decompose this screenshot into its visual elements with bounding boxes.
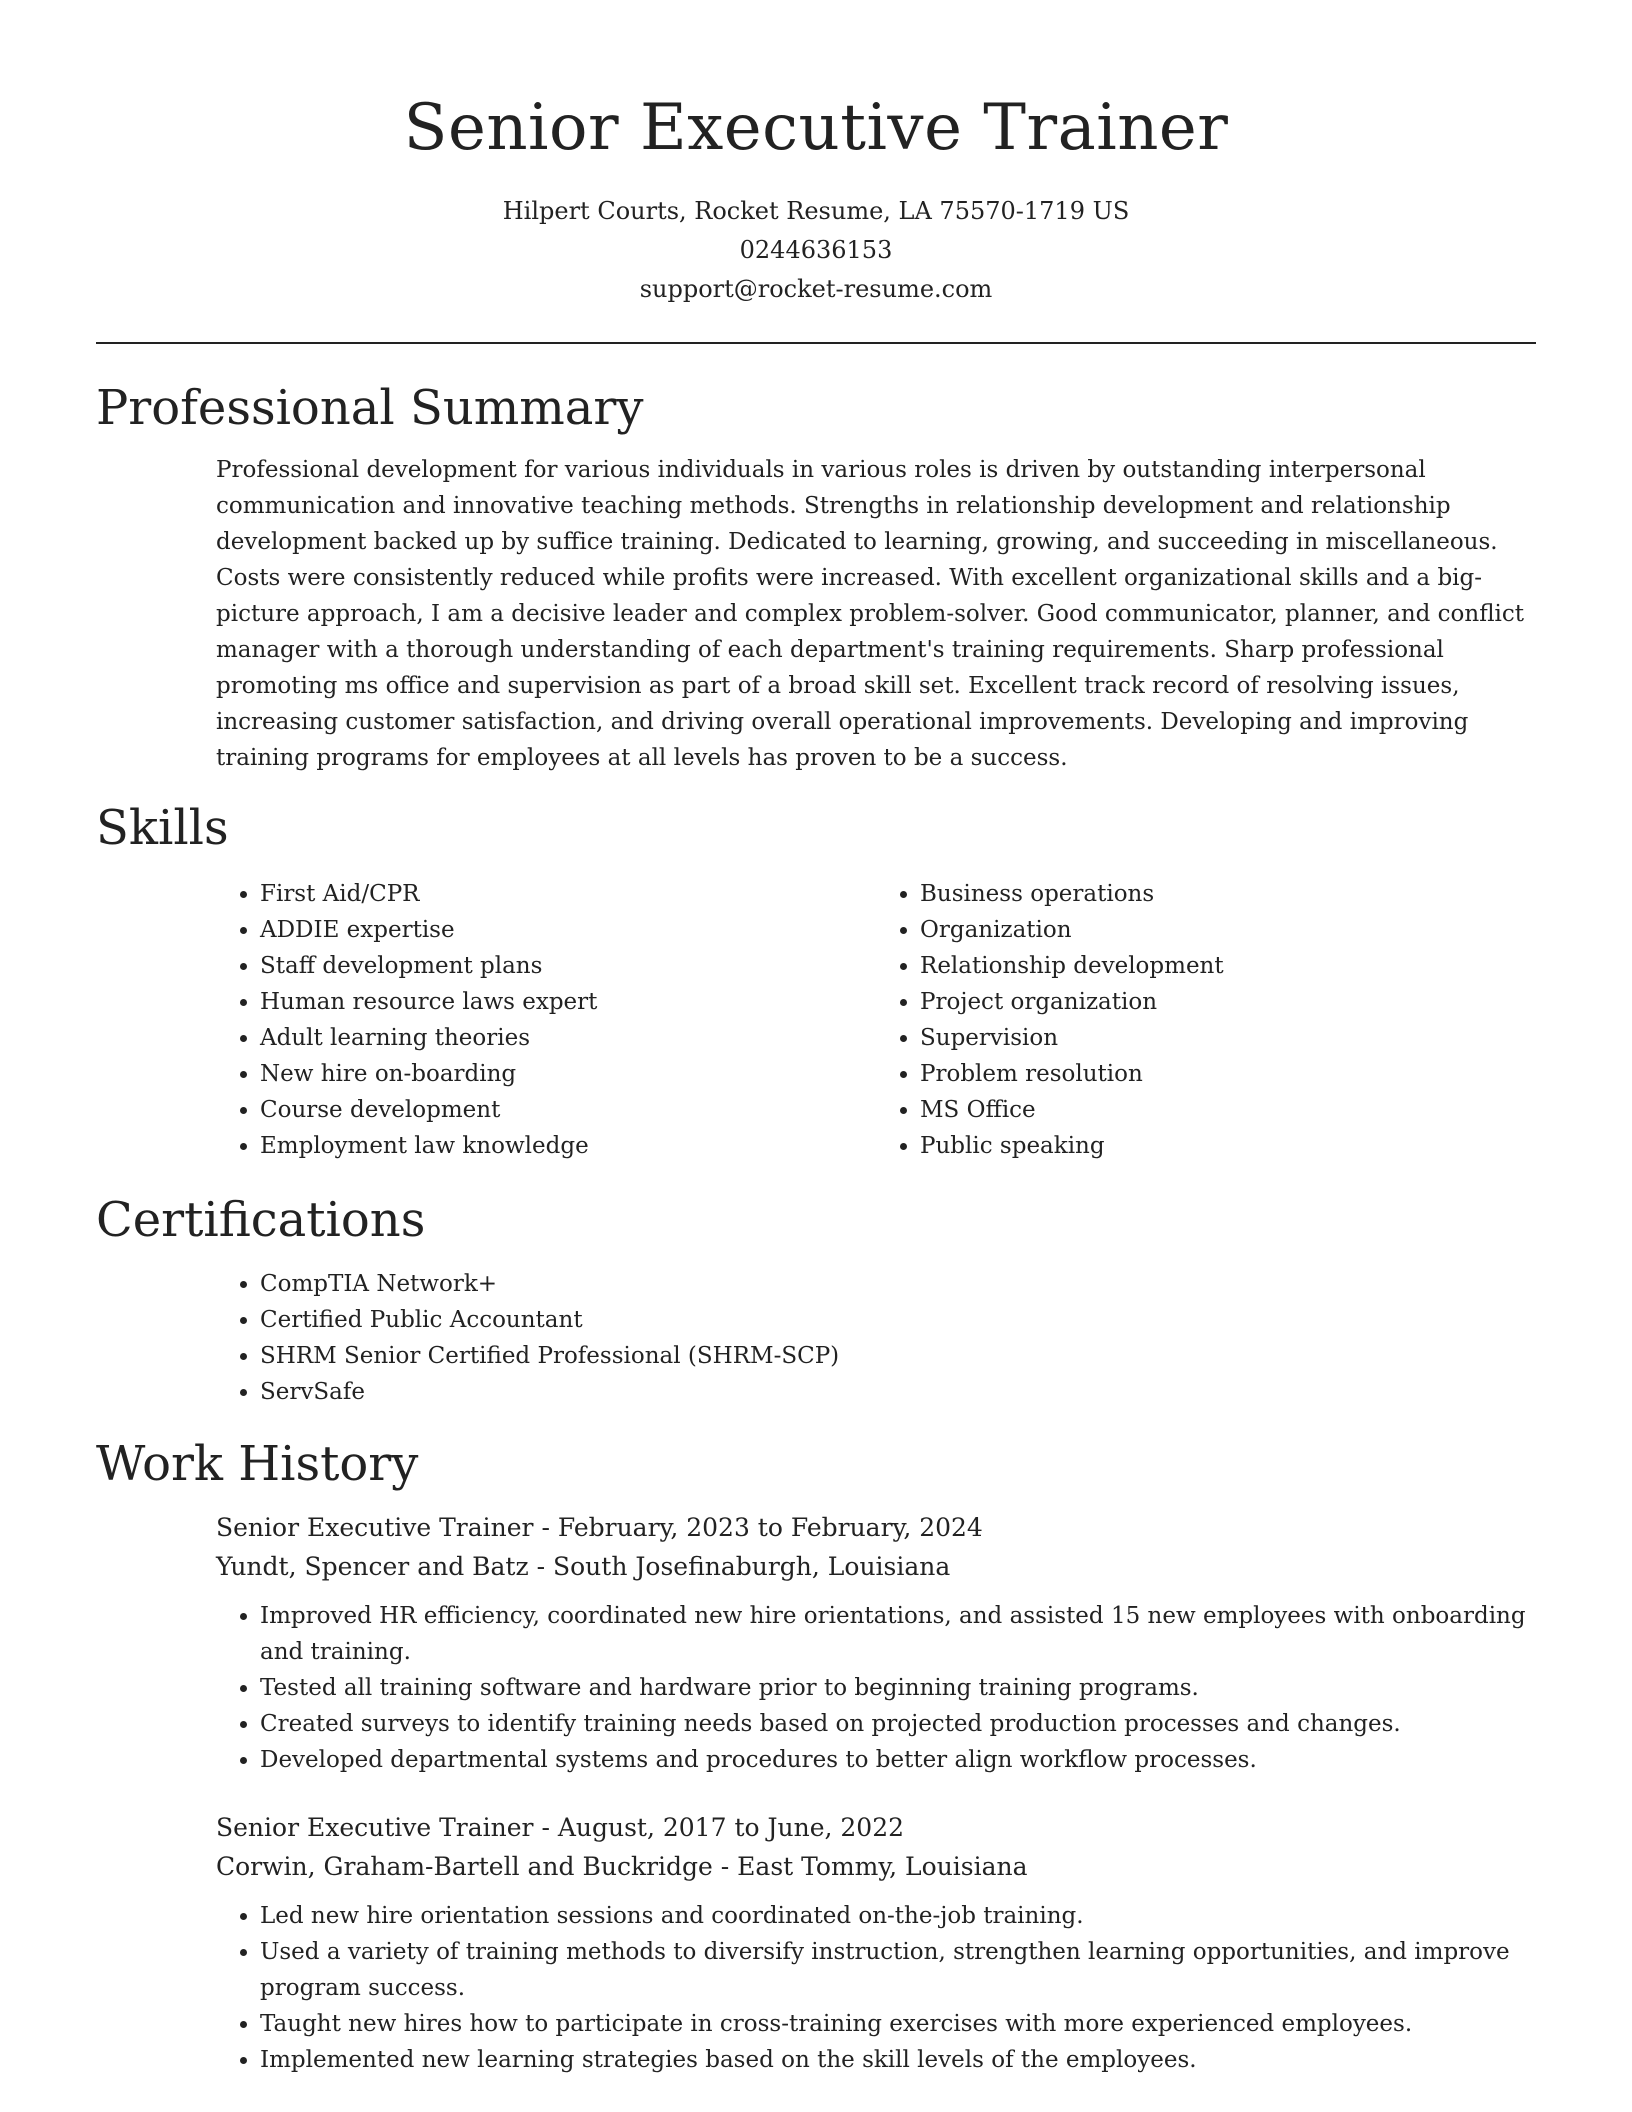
skill-item: • Problem resolution [920,1056,1536,1092]
skill-item: • MS Office [920,1092,1536,1128]
certification-item: • CompTIA Network+ [260,1266,1536,1302]
job-bullets [216,1898,1536,2078]
skills-heading: Skills [96,800,229,856]
job-role: Senior Executive Trainer [216,1813,534,1842]
certification-item: • ServSafe [260,1374,1536,1410]
header-divider [96,342,1536,344]
work-history-heading: Work History [96,1436,419,1492]
address: Hilpert Courts, Rocket Resume, LA 75570-1719 US [502,197,1130,225]
email: support@rocket-resume.com [639,275,993,303]
skill-item: • New hire on-boarding [260,1056,876,1092]
job-location: - East Tommy, Louisiana [712,1852,1028,1881]
work-history-section [96,1432,1536,2078]
skills-section [96,796,1536,1164]
skills-list-right [876,876,1536,1164]
skill-item: • Supervision [920,1020,1536,1056]
resume-header [96,0,1536,309]
job-bullet: • Implemented new learning strategies based on the skill levels of the employees. [260,2042,1536,2078]
job-company-line [216,1847,1536,1886]
job-entry [96,1808,1536,2078]
job-dates: - August, 2017 to June, 2022 [533,1813,905,1842]
summary-text: Professional development for various individuals in various roles is driven by outstanding interpersonal communication and innovative teaching methods. Strengths in relationship development and relationship development backed up by suffice training. Dedicated to learning, growing, and succeeding in miscellaneous. Costs were consistently reduced while profits were increased. With excellent organizational skills and a big-picture approach, I am a decisive leader and complex problem-solver. Good communicator, planner, and conflict manager with a thorough understanding of each department's training requirements. Sharp professional promoting ms office and supervision as part of a broad skill set. Excellent track record of resolving issues, increasing customer satisfaction, and driving overall operational improvements. Developing and improving training programs for employees at all levels has proven to be a success. [216,457,1525,771]
job-bullet: • Taught new hires how to participate in cross-training exercises with more experienced employees. [260,2006,1536,2042]
skill-item: • Course development [260,1092,876,1128]
job-bullet: • Improved HR efficiency, coordinated new hire orientations, and assisted 15 new employees with onboarding and training. [260,1598,1536,1670]
job-bullet: • Tested all training software and hardware prior to beginning training programs. [260,1670,1536,1706]
job-bullet: • Led new hire orientation sessions and coordinated on-the-job training. [260,1898,1536,1934]
skill-item: • ADDIE expertise [260,912,876,948]
job-dates: - February, 2023 to February, 2024 [533,1513,983,1542]
job-company-line [216,1547,1536,1586]
job-company: Corwin, Graham-Bartell and Buckridge [216,1852,713,1881]
summary-section [96,376,1536,776]
skill-item: • Relationship development [920,948,1536,984]
job-title-line [216,1508,1536,1547]
job-location: - South Josefinaburgh, Louisiana [528,1552,951,1581]
job-bullet: • Created surveys to identify training needs based on projected production processes and changes. [260,1706,1536,1742]
job-bullet: • Developed departmental systems and procedures to better align workflow processes. [260,1742,1536,1778]
skill-item: • Business operations [920,876,1536,912]
phone: 0244636153 [739,236,893,264]
contact-info [96,192,1536,309]
job-title-line [216,1808,1536,1847]
job-entry [96,1508,1536,1778]
certifications-section [96,1188,1536,1410]
certifications-heading: Certifications [96,1192,426,1248]
skill-item: • First Aid/CPR [260,876,876,912]
job-bullets [216,1598,1536,1778]
certification-item: • SHRM Senior Certified Professional (SHRM-SCP) [260,1338,1536,1374]
skill-item: • Adult learning theories [260,1020,876,1056]
skill-item: • Human resource laws expert [260,984,876,1020]
job-role: Senior Executive Trainer [216,1513,534,1542]
skill-item: • Public speaking [920,1128,1536,1164]
summary-heading: Professional Summary [96,380,644,436]
skills-grid [96,876,1536,1164]
skills-list-left [216,876,876,1164]
certifications-list [216,1266,1536,1410]
job-bullet: • Used a variety of training methods to diversify instruction, strengthen learning opportunities, and improve program success. [260,1934,1536,2006]
skill-item: • Organization [920,912,1536,948]
job-company: Yundt, Spencer and Batz [216,1552,529,1581]
skill-item: • Project organization [920,984,1536,1020]
certification-item: • Certified Public Accountant [260,1302,1536,1338]
skill-item: • Staff development plans [260,948,876,984]
skill-item: • Employment law knowledge [260,1128,876,1164]
candidate-title: Senior Executive Trainer [403,91,1229,165]
